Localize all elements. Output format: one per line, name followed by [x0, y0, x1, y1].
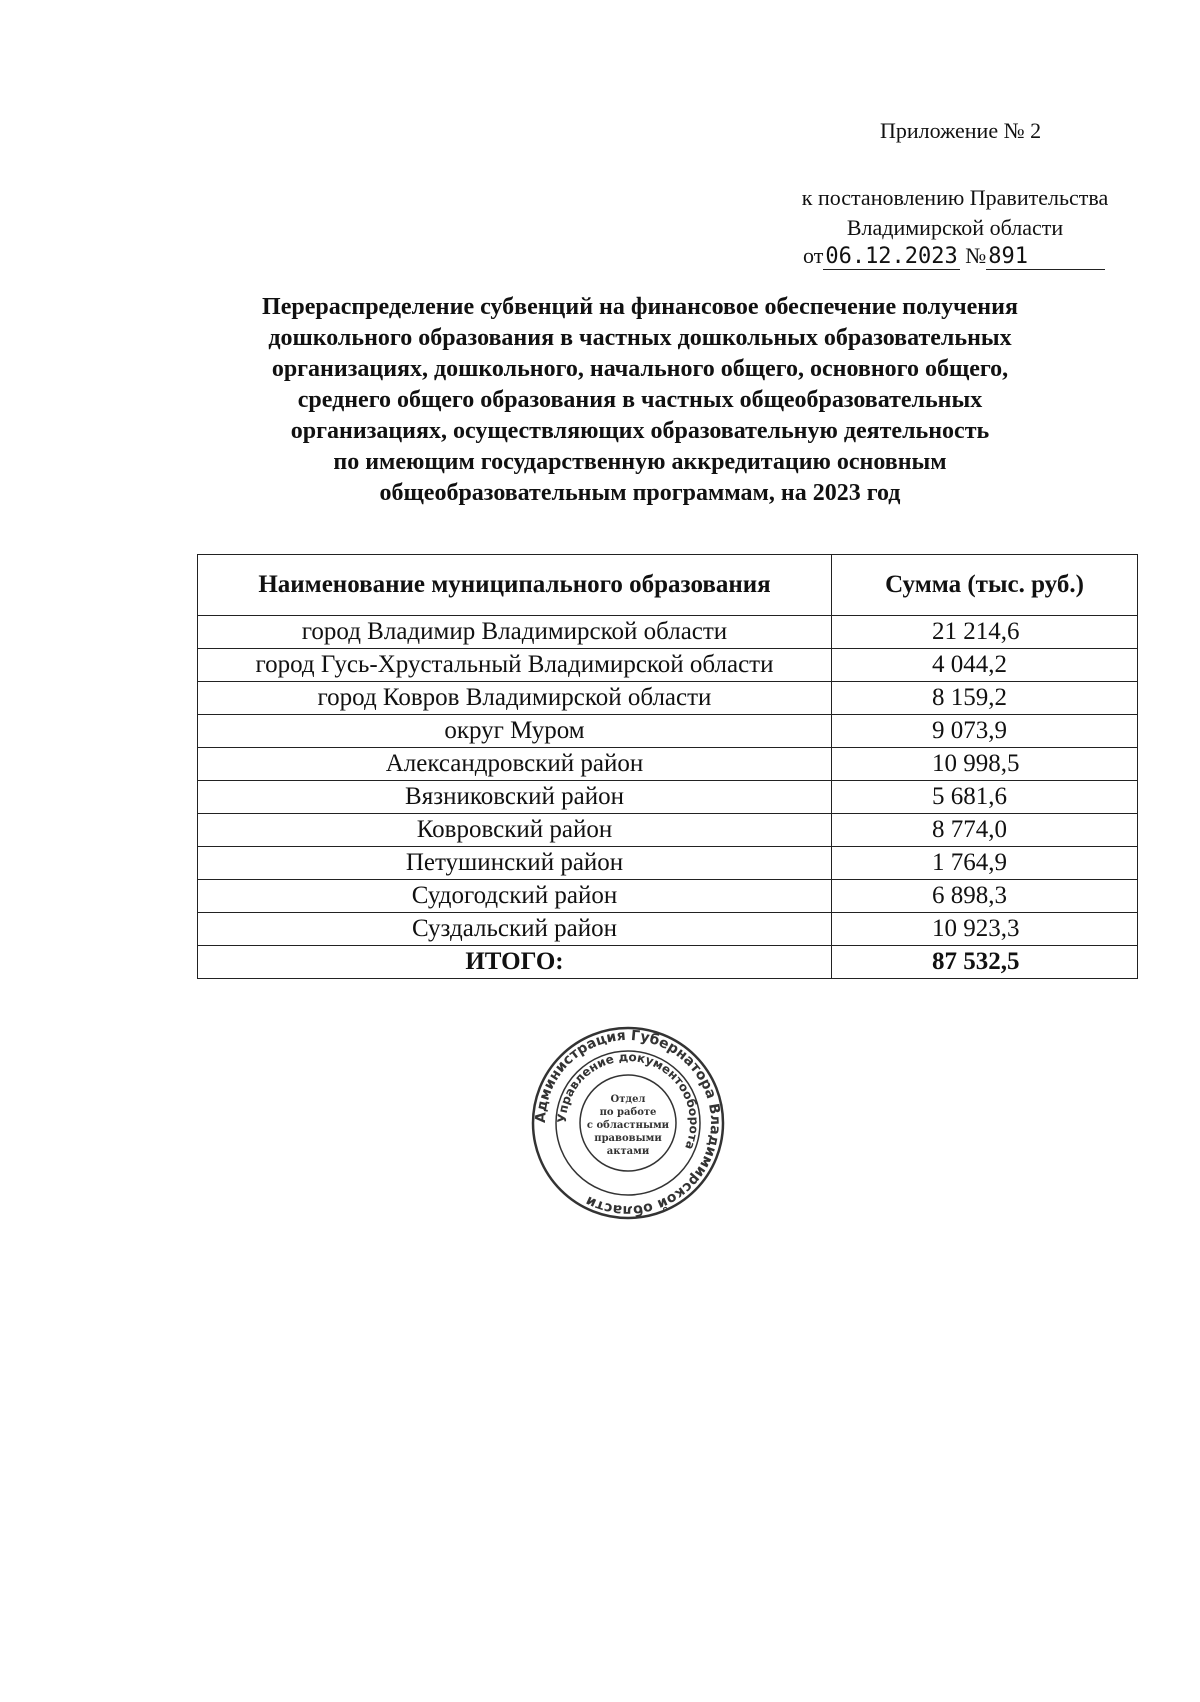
subvention-sum: 8 774,0 [832, 814, 1138, 847]
subvention-sum: 6 898,3 [832, 880, 1138, 913]
resolution-ref-line2: Владимирской области [846, 215, 1064, 240]
table-header-row [198, 555, 1138, 616]
resolution-ref-line1: к постановлению Правительства [801, 185, 1109, 210]
title-line: организациях, дошкольного, начального общего, основного общего, [271, 356, 1009, 382]
subvention-sum: 1 764,9 [832, 847, 1138, 880]
municipality-name: город Ковров Владимирской области [198, 682, 832, 715]
subvention-sum: 8 159,2 [832, 682, 1138, 715]
table-row [198, 913, 1138, 946]
stamp-middle-text: Управление документооборота [554, 1049, 702, 1152]
subvention-sum: 10 923,3 [832, 913, 1138, 946]
subvention-sum: 5 681,6 [832, 781, 1138, 814]
table-row [198, 814, 1138, 847]
resolution-date-line [803, 243, 1105, 270]
table-row [198, 649, 1138, 682]
municipality-name: Суздальский район [198, 913, 832, 946]
appendix-number: Приложение № 2 [880, 118, 1042, 143]
resolution-number-sign: № [965, 243, 987, 268]
subvention-table [197, 554, 1138, 979]
resolution-date: 06.12.2023 [825, 244, 958, 269]
total-row [198, 946, 1138, 979]
stamp-center-line: правовыми [594, 1133, 662, 1144]
municipality-name: округ Муром [198, 715, 832, 748]
column-header-name: Наименование муниципального образования [198, 555, 832, 616]
stamp-outer-text: Администрация Губернатора Владимирской области [532, 1027, 724, 1219]
municipality-name: Ковровский район [198, 814, 832, 847]
document-title [170, 292, 1110, 509]
subvention-sum: 21 214,6 [832, 616, 1138, 649]
stamp-center-line: актами [606, 1146, 650, 1157]
subvention-sum: 9 073,9 [832, 715, 1138, 748]
title-line: общеобразовательным программам, на 2023 год [379, 480, 901, 506]
table-row [198, 781, 1138, 814]
subvention-sum: 10 998,5 [832, 748, 1138, 781]
total-label: ИТОГО: [198, 946, 832, 979]
stamp-center-line: с областными [586, 1120, 670, 1131]
table-row [198, 880, 1138, 913]
column-header-sum: Сумма (тыс. руб.) [832, 555, 1138, 616]
title-line: среднего общего образования в частных общеобразовательных [297, 387, 983, 413]
municipality-name: Судогодский район [198, 880, 832, 913]
table-row [198, 847, 1138, 880]
stamp-center-line: Отдел [610, 1094, 646, 1105]
resolution-number: 891 [986, 245, 1105, 270]
total-sum: 87 532,5 [832, 946, 1138, 979]
title-line: по имеющим государственную аккредитацию основным [333, 449, 947, 475]
table-row [198, 715, 1138, 748]
resolution-from-label: от [803, 243, 824, 268]
municipality-name: Вязниковский район [198, 781, 832, 814]
resolution-reference [790, 183, 1120, 243]
stamp-center-line: по работе [599, 1107, 657, 1118]
table-row [198, 682, 1138, 715]
title-line: организациях, осуществляющих образовательную деятельность [290, 418, 990, 444]
title-line: Перераспределение субвенций на финансовое обеспечение получения [262, 294, 1018, 320]
official-stamp [530, 1025, 726, 1221]
subvention-sum: 4 044,2 [832, 649, 1138, 682]
table-row [198, 748, 1138, 781]
table-row [198, 616, 1138, 649]
title-line: дошкольного образования в частных дошкольных образовательных [268, 325, 1012, 351]
municipality-name: Александровский район [198, 748, 832, 781]
municipality-name: город Гусь-Хрустальный Владимирской области [198, 649, 832, 682]
municipality-name: город Владимир Владимирской области [198, 616, 832, 649]
municipality-name: Петушинский район [198, 847, 832, 880]
